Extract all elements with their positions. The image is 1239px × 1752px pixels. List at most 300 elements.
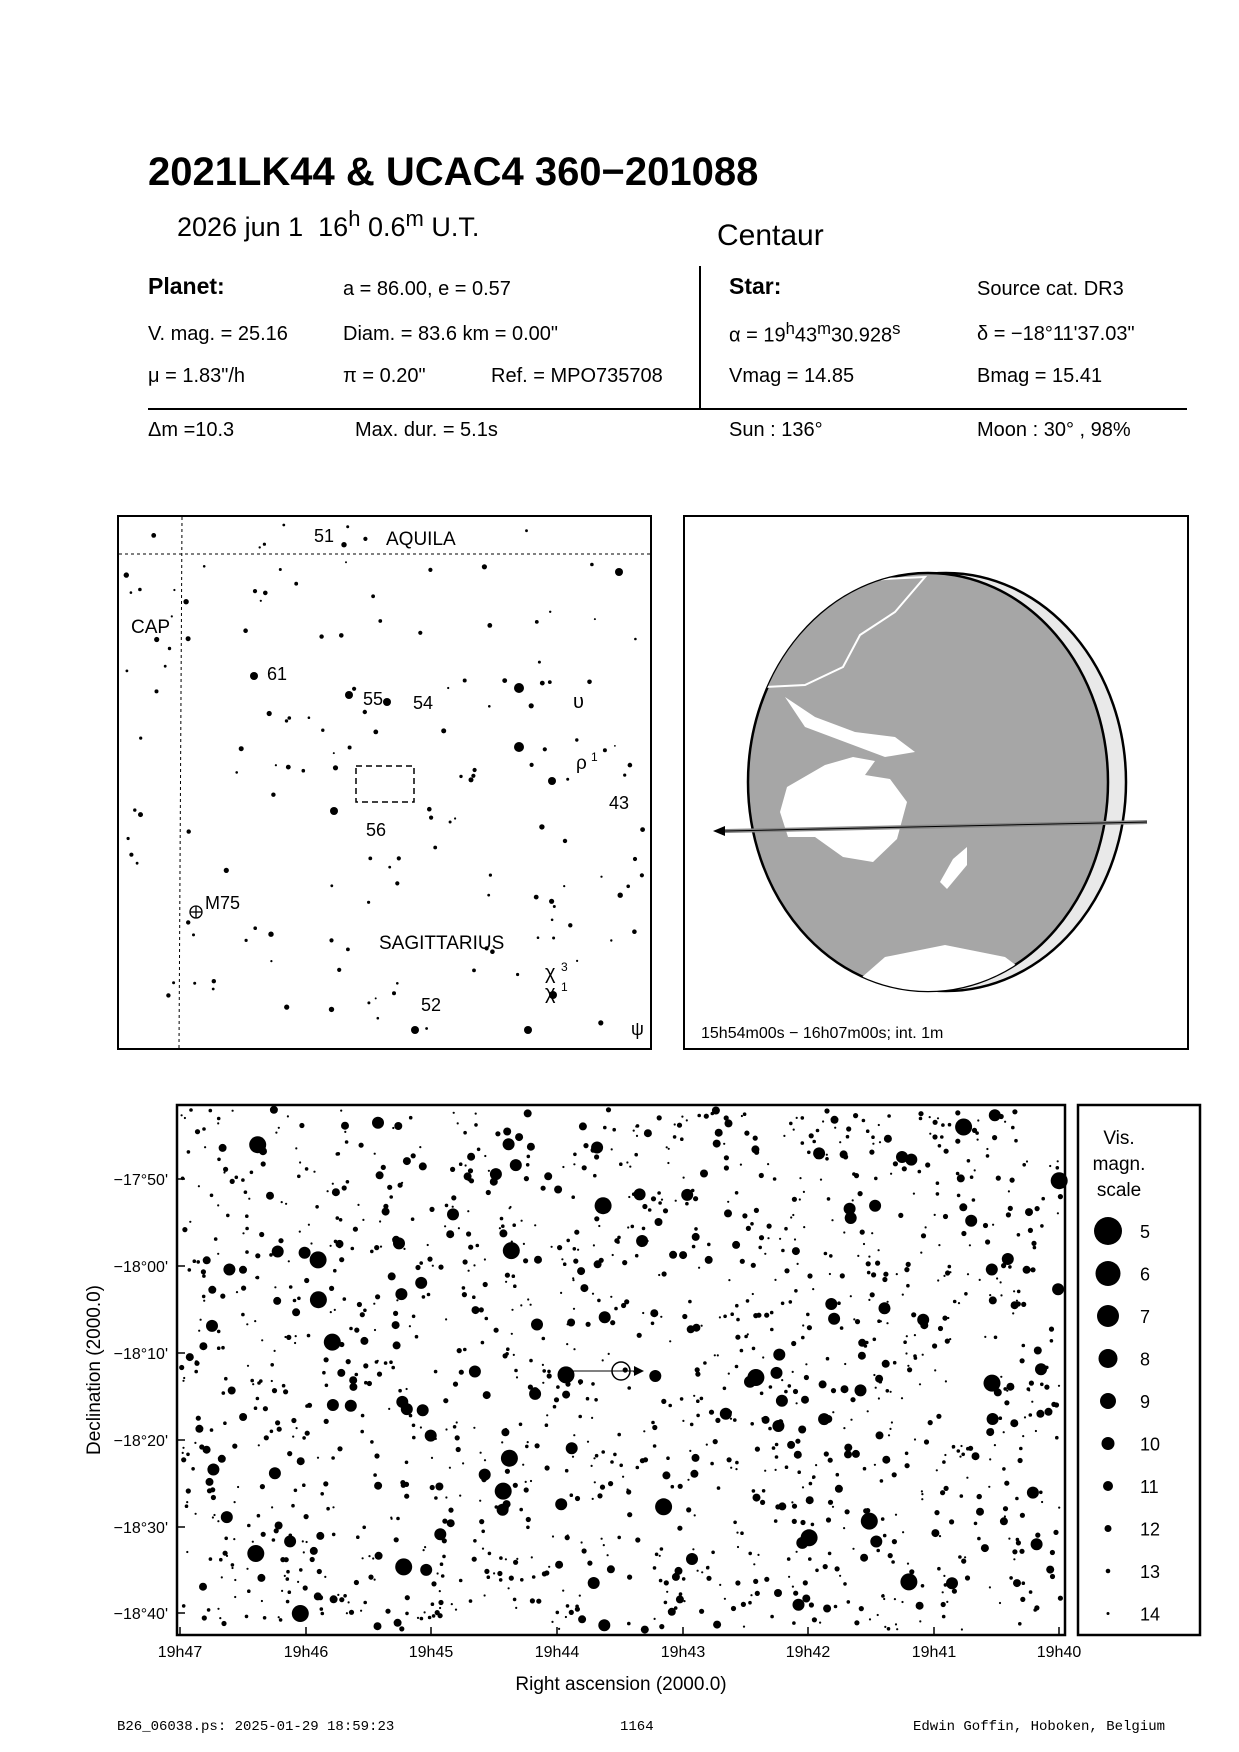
header-vertical-divider [699, 266, 701, 408]
field-star [704, 1114, 709, 1119]
event-minute: 0.6 [367, 212, 406, 242]
field-star [961, 1453, 965, 1457]
field-star [989, 1458, 991, 1460]
finder-star [126, 670, 129, 673]
field-star [896, 1628, 898, 1630]
scale-dot [1105, 1525, 1112, 1532]
star-declination: δ = −18°11'37.03" [977, 323, 1135, 345]
field-star [523, 1258, 528, 1263]
field-star [270, 1363, 274, 1367]
field-star [439, 1607, 441, 1609]
field-star [372, 1117, 384, 1129]
field-star [805, 1363, 807, 1365]
field-star [812, 1475, 816, 1479]
field-star [686, 1553, 698, 1565]
field-star [866, 1129, 870, 1133]
field-star [320, 1492, 324, 1496]
field-star [940, 1135, 944, 1139]
star-label: χ [545, 962, 556, 984]
field-star [420, 1564, 432, 1576]
field-star [261, 1339, 263, 1341]
field-star [513, 1483, 518, 1488]
field-star [503, 1128, 511, 1136]
finder-star [397, 856, 401, 860]
finder-star [371, 594, 375, 598]
field-star [948, 1265, 952, 1269]
field-star [649, 1370, 661, 1382]
x-tick-label: 19h46 [283, 1644, 329, 1661]
field-star [1017, 1290, 1021, 1294]
field-star [959, 1203, 967, 1211]
field-star [979, 1279, 981, 1281]
field-star [1008, 1386, 1012, 1390]
field-star [1058, 1596, 1063, 1601]
y-tick-label: −18°20' [113, 1433, 168, 1450]
finder-star [368, 857, 372, 861]
field-star [843, 1527, 845, 1529]
scale-title-line: Vis. [1103, 1128, 1135, 1149]
field-star [783, 1135, 785, 1137]
field-star [735, 1365, 739, 1369]
finder-star [463, 679, 467, 683]
field-star [607, 1554, 609, 1556]
field-star [560, 1292, 562, 1294]
field-star [929, 1133, 931, 1135]
field-star [393, 1237, 405, 1249]
field-star [819, 1622, 821, 1624]
field-star [914, 1356, 918, 1360]
field-star [354, 1580, 359, 1585]
field-star [466, 1231, 471, 1236]
field-star [527, 1155, 531, 1159]
field-star [840, 1150, 848, 1158]
field-star [956, 1172, 960, 1176]
field-star [691, 1189, 695, 1193]
field-star [650, 1309, 658, 1317]
field-star [258, 1444, 260, 1446]
field-star [741, 1602, 746, 1607]
field-star [269, 1253, 273, 1257]
field-star [381, 1165, 386, 1170]
field-star [796, 1117, 798, 1119]
finder-star [286, 765, 291, 770]
field-star [297, 1297, 301, 1301]
field-star [928, 1420, 933, 1425]
finder-star [212, 988, 215, 991]
field-star [531, 1319, 543, 1331]
field-star [873, 1374, 875, 1376]
ra-prefix: α = 19 [729, 324, 786, 347]
field-star [801, 1141, 805, 1145]
field-star [217, 1608, 219, 1610]
field-star [1017, 1233, 1021, 1237]
field-star [731, 1606, 736, 1611]
field-star [351, 1247, 355, 1251]
finder-star [168, 647, 171, 650]
field-star [660, 1316, 662, 1318]
field-star [193, 1259, 197, 1263]
field-star [195, 1129, 200, 1134]
field-star [793, 1599, 805, 1611]
field-star [1050, 1339, 1054, 1343]
field-star [324, 1419, 329, 1424]
field-star [305, 1167, 309, 1171]
field-star [209, 1109, 213, 1113]
x-tick-label: 19h47 [157, 1644, 203, 1661]
field-star [994, 1336, 998, 1340]
field-star [565, 1616, 567, 1618]
field-star [203, 1256, 211, 1264]
field-star [1016, 1300, 1018, 1302]
field-star [302, 1540, 304, 1542]
finder-star [514, 742, 524, 752]
finder-star [330, 807, 338, 815]
field-star [840, 1326, 844, 1330]
field-star [411, 1153, 416, 1158]
field-star [828, 1500, 833, 1505]
field-star [515, 1607, 517, 1609]
field-star [552, 1535, 554, 1537]
field-star [545, 1465, 550, 1470]
field-star [485, 1317, 489, 1321]
scale-dot [1099, 1349, 1118, 1368]
field-star [835, 1485, 843, 1493]
field-star [473, 1427, 475, 1429]
field-star [362, 1219, 364, 1221]
finder-star [285, 719, 288, 722]
field-star [217, 1117, 221, 1121]
field-star [235, 1176, 239, 1180]
field-star [591, 1148, 596, 1153]
field-star [519, 1508, 523, 1512]
field-star [916, 1602, 924, 1610]
field-star [1016, 1301, 1021, 1306]
field-star [349, 1327, 353, 1331]
star-right-ascension [729, 319, 901, 348]
field-star [360, 1312, 365, 1317]
field-star [566, 1343, 568, 1345]
field-star [570, 1493, 574, 1497]
field-star [510, 1159, 522, 1171]
field-star [893, 1161, 898, 1166]
field-star [943, 1214, 948, 1219]
field-star [239, 1413, 247, 1421]
field-star [261, 1532, 266, 1537]
field-star [770, 1311, 774, 1315]
field-star [571, 1195, 575, 1199]
finder-star [245, 939, 248, 942]
field-star [445, 1428, 447, 1430]
field-star [992, 1224, 994, 1226]
field-star [680, 1137, 684, 1141]
scale-magnitude-label: 14 [1140, 1604, 1161, 1625]
field-star [945, 1270, 950, 1275]
field-star [717, 1354, 719, 1356]
field-star [246, 1323, 248, 1325]
field-star [463, 1259, 468, 1264]
field-star [757, 1554, 759, 1556]
field-star [344, 1131, 346, 1133]
field-star [259, 1379, 263, 1383]
m75-symbol [190, 906, 202, 918]
field-star [806, 1496, 814, 1504]
scale-magnitude-label: 13 [1140, 1562, 1161, 1582]
field-star [532, 1575, 536, 1579]
field-star [938, 1326, 943, 1331]
field-star [430, 1485, 435, 1490]
y-axis-label: Declination (2000.0) [84, 1284, 105, 1456]
field-star [179, 1365, 184, 1370]
field-star [970, 1175, 974, 1179]
finder-star [268, 932, 273, 937]
field-star [244, 1190, 248, 1194]
field-star [234, 1596, 236, 1598]
y-tick-label: −17°50' [113, 1172, 168, 1189]
field-star [451, 1603, 453, 1605]
field-star [964, 1556, 966, 1558]
finder-star [271, 793, 275, 797]
field-star [1058, 1507, 1060, 1509]
field-star [878, 1397, 880, 1399]
x-tick-label: 19h40 [1036, 1644, 1082, 1661]
field-star [403, 1157, 411, 1165]
field-star [730, 1418, 732, 1420]
field-star [181, 1457, 186, 1462]
field-star [634, 1153, 638, 1157]
field-star [409, 1325, 411, 1327]
field-star [1035, 1430, 1037, 1432]
field-star [541, 1186, 546, 1191]
field-star [792, 1504, 797, 1509]
finder-star [516, 973, 519, 976]
field-star [221, 1511, 233, 1523]
star-source-catalog: Source cat. DR3 [977, 278, 1124, 300]
field-star [874, 1177, 878, 1181]
y-tick-label: −18°30' [113, 1520, 168, 1537]
finder-star [345, 691, 353, 699]
field-star [831, 1219, 833, 1221]
field-star [868, 1256, 870, 1258]
field-star [940, 1490, 945, 1495]
field-star [735, 1461, 739, 1465]
field-star [1013, 1558, 1015, 1560]
field-star [692, 1548, 694, 1550]
field-star [933, 1120, 938, 1125]
field-star [443, 1398, 448, 1403]
field-star [194, 1361, 199, 1366]
field-star [503, 1353, 508, 1358]
field-star [955, 1110, 960, 1115]
field-star [960, 1494, 964, 1498]
field-star [677, 1526, 682, 1531]
field-star [865, 1508, 870, 1513]
field-star [221, 1576, 223, 1578]
field-star [727, 1457, 732, 1462]
field-star [836, 1473, 840, 1477]
field-star [695, 1367, 700, 1372]
field-star [952, 1447, 954, 1449]
field-star [445, 1204, 449, 1208]
field-star [612, 1128, 616, 1132]
field-star [542, 1337, 546, 1341]
field-star [182, 1604, 186, 1608]
field-star [816, 1129, 820, 1133]
finder-star [539, 824, 544, 829]
field-star [692, 1233, 700, 1241]
field-star [802, 1324, 804, 1326]
planet-heading: Planet: [148, 273, 225, 299]
field-star [882, 1277, 887, 1282]
field-star [542, 1571, 547, 1576]
scale-dot [1102, 1437, 1115, 1450]
field-star [458, 1227, 460, 1229]
field-star [1028, 1228, 1033, 1233]
field-star [248, 1198, 250, 1200]
field-star [1058, 1194, 1063, 1199]
field-star [449, 1467, 451, 1469]
field-star [1051, 1402, 1056, 1407]
field-star [581, 1380, 583, 1382]
field-star [1015, 1497, 1019, 1501]
field-star [740, 1259, 745, 1264]
field-star [1018, 1458, 1023, 1463]
field-star [627, 1512, 632, 1517]
field-star [733, 1521, 737, 1525]
field-star [825, 1157, 829, 1161]
finder-star [447, 687, 449, 689]
field-star [1008, 1206, 1013, 1211]
field-star [925, 1226, 927, 1228]
finder-star [590, 563, 594, 567]
field-star [349, 1610, 354, 1615]
finder-star [164, 665, 167, 668]
field-star [802, 1486, 804, 1488]
y-tick-label: −18°00' [113, 1259, 168, 1276]
field-star [690, 1423, 694, 1427]
field-star [1023, 1266, 1031, 1274]
field-star [728, 1411, 732, 1415]
field-star [326, 1507, 330, 1511]
field-star [1053, 1530, 1058, 1535]
field-star [490, 1178, 498, 1186]
field-star [633, 1130, 635, 1132]
field-star [354, 1328, 359, 1333]
field-star [1035, 1206, 1040, 1211]
field-star [648, 1208, 652, 1212]
field-star [905, 1463, 910, 1468]
field-star [542, 1382, 544, 1384]
field-star [270, 1430, 274, 1434]
finder-star [367, 1001, 370, 1004]
finder-star [563, 885, 565, 887]
field-star [237, 1486, 239, 1488]
field-star [826, 1357, 830, 1361]
field-star [218, 1455, 226, 1463]
field-star [767, 1163, 769, 1165]
field-star [194, 1442, 196, 1444]
field-star [936, 1469, 938, 1471]
field-star [392, 1127, 394, 1129]
field-star [969, 1244, 971, 1246]
field-star [651, 1421, 655, 1425]
field-star [768, 1427, 772, 1431]
field-star [513, 1560, 518, 1565]
field-star [278, 1616, 280, 1618]
field-star [825, 1109, 827, 1111]
field-star [573, 1348, 575, 1350]
field-star [434, 1528, 446, 1540]
field-star [292, 1605, 309, 1622]
field-star [876, 1431, 884, 1439]
field-star [425, 1430, 437, 1442]
finder-star [549, 611, 551, 613]
field-star [551, 1621, 553, 1623]
field-star [346, 1612, 348, 1614]
field-star [820, 1179, 822, 1181]
field-star [1000, 1517, 1008, 1525]
field-star [988, 1486, 990, 1488]
field-star [807, 1325, 812, 1330]
finder-star [259, 546, 261, 548]
finder-star [395, 881, 399, 885]
detail-chart-svg [0, 1100, 1239, 1700]
field-star [824, 1451, 829, 1456]
field-star [455, 1435, 460, 1440]
planet-vmag: V. mag. = 25.16 [148, 323, 288, 345]
field-star [603, 1544, 605, 1546]
finder-star [193, 982, 196, 985]
field-star [275, 1420, 280, 1425]
field-star [985, 1239, 990, 1244]
scale-dot [1107, 1612, 1110, 1615]
field-star [210, 1194, 214, 1198]
field-star [1050, 1550, 1055, 1555]
field-star [893, 1361, 897, 1365]
field-star [1027, 1487, 1039, 1499]
field-star [760, 1392, 764, 1396]
field-star [755, 1591, 760, 1596]
field-star [743, 1626, 745, 1628]
field-star [826, 1517, 831, 1522]
field-star [787, 1557, 791, 1561]
field-star [740, 1531, 744, 1535]
field-star [186, 1501, 188, 1503]
field-star [202, 1295, 206, 1299]
field-star [287, 1451, 292, 1456]
field-star [737, 1546, 739, 1548]
field-star [217, 1158, 221, 1162]
field-star [942, 1460, 946, 1464]
field-star [744, 1335, 748, 1339]
field-star [437, 1572, 439, 1574]
field-star [735, 1335, 740, 1340]
field-star [870, 1536, 882, 1548]
field-star [254, 1320, 256, 1322]
field-star [730, 1467, 732, 1469]
field-star [755, 1447, 760, 1452]
field-star [339, 1257, 344, 1262]
field-star [901, 1601, 903, 1603]
field-star [844, 1203, 856, 1215]
chart-field-box [356, 766, 414, 802]
field-star [393, 1341, 401, 1349]
field-star [789, 1122, 793, 1126]
event-date: 2026 jun 1 [177, 212, 304, 242]
field-star [654, 1618, 656, 1620]
field-star [863, 1467, 867, 1471]
field-star [832, 1506, 834, 1508]
field-star [566, 1442, 578, 1454]
